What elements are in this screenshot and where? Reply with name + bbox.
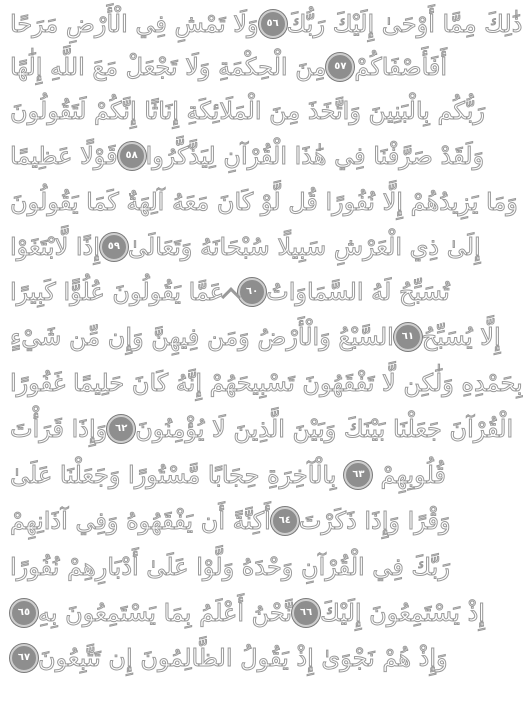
- verse-text: ذَٰلِكَ مِمَّا أَوْحَىٰ إِلَيْكَ رَبُّكَ: [286, 10, 523, 38]
- verse-text: رَبَّكَ فِي الْقُرْآنِ وَحْدَهُ وَلَّوْا عَلَىٰ أَدْبَارِهِمْ نُفُورًا: [10, 553, 450, 581]
- verse-text: قُلُوبِهِمْ: [380, 461, 446, 489]
- text-line: [8, 91, 485, 131]
- verse-text: أَفَأَصْفَاكُمْ: [354, 53, 448, 81]
- verse-number-marker: ٦٤: [271, 507, 299, 535]
- verse-number-marker: ٥٧: [326, 53, 354, 81]
- verse-number-marker: ٦١: [394, 323, 422, 351]
- verse-number-marker: ٥٦: [259, 10, 287, 38]
- text-line: [8, 272, 448, 312]
- text-line: [8, 136, 485, 176]
- text-line: [8, 638, 448, 678]
- text-line: [8, 47, 448, 87]
- verse-text: رَبُّكُم بِالْبَنِينَ وَاتَّخَذَ مِنَ الْمَلَائِكَةِ إِنَاثًا إِنَّكُمْ لَتَقُولُونَ: [10, 97, 485, 125]
- text-line: [8, 593, 485, 633]
- text-line: [8, 363, 523, 403]
- verse-text: إِذًا لَّابْتَغَوْا: [10, 233, 100, 261]
- verse-text: وَقْرًا وَإِذَا ذَكَرْتَ: [298, 507, 451, 535]
- text-line: [8, 4, 523, 44]
- verse-text: أَكِنَّةً أَن يَفْقَهُوهُ وَفِي آذَانِهِمْ: [10, 507, 271, 535]
- verse-number-marker: ٥٨: [118, 142, 146, 170]
- verse-text: وَمَا يَزِيدُهُمْ إِلَّا نُفُورًا قُل لَّوْ كَانَ مَعَهُ آلِهَةٌ كَمَا يَقُولُونَ: [10, 188, 518, 216]
- text-line: [8, 317, 501, 357]
- text-line: [8, 455, 448, 495]
- text-line: [8, 409, 514, 449]
- verse-number-marker: ٦٢: [107, 415, 135, 443]
- text-line: [8, 227, 481, 267]
- verse-text: الْقُرْآنَ جَعَلْنَا بَيْنَكَ وَبَيْنَ الَّذِينَ لَا يُؤْمِنُونَ: [135, 415, 514, 443]
- verse-text: إِلَىٰ ذِي الْعَرْشِ سَبِيلًا سُبْحَانَهُ وَتَعَالَىٰ: [127, 233, 481, 261]
- verse-number-marker: ٦٣: [344, 461, 372, 489]
- verse-text: السَّبْعُ وَالْأَرْضُ وَمَن فِيهِنَّ وَإِن مِّن شَيْءٍ: [10, 323, 394, 351]
- verse-number-marker: ٦٧: [10, 644, 38, 672]
- verse-text: بِحَمْدِهِ وَلَٰكِن لَّا تَفْقَهُونَ تَسْبِيحَهُمْ إِنَّهُ كَانَ حَلِيمًا غَفُورًا: [10, 369, 523, 397]
- verse-text: قَوْلًا عَظِيمًا: [10, 142, 118, 170]
- verse-text: نَّحْنُ أَعْلَمُ بِمَا يَسْتَمِعُونَ بِهِ: [38, 599, 293, 627]
- verse-number-marker: ٦٥: [10, 599, 38, 627]
- verse-text: بِالْآخِرَةِ حِجَابًا مَّسْتُورًا وَجَعَلْنَا عَلَىٰ: [10, 461, 337, 489]
- verse-text: تُسَبِّحُ لَهُ السَّمَاوَاتُ: [266, 278, 450, 306]
- verse-text: وَلَا تَمْشِ فِي الْأَرْضِ مَرَحًا: [10, 10, 259, 38]
- text-line: [8, 501, 451, 541]
- verse-text: إِذْ يَسْتَمِعُونَ إِلَيْكَ: [320, 599, 485, 627]
- verse-text: عَمَّا يَقُولُونَ عُلُوًّا كَبِيرًا: [10, 278, 225, 306]
- verse-text: مِنَ الْحِكْمَةِ وَلَا تَجْعَلْ مَعَ اللَّهِ إِلَٰهًا: [10, 53, 327, 81]
- verse-number-marker: ٦٦: [292, 599, 320, 627]
- verse-number-marker: ٦٠: [238, 278, 266, 306]
- verse-text: وَإِذَا قَرَأْتَ: [10, 415, 108, 443]
- text-line: [8, 547, 448, 587]
- verse-text: وَإِذْ هُمْ نَجْوَىٰ إِذْ يَقُولُ الظَّالِمُونَ إِن تَتَّبِعُونَ: [38, 644, 448, 672]
- verse-text: إِلَّا يُسَبِّحُ: [421, 323, 501, 351]
- text-line: [8, 182, 518, 222]
- verse-number-marker: ٥٩: [100, 233, 128, 261]
- verse-text: وَلَقَدْ صَرَّفْنَا فِي هَٰذَا الْقُرْآنِ لِيَذَّكَّرُوا: [145, 142, 485, 170]
